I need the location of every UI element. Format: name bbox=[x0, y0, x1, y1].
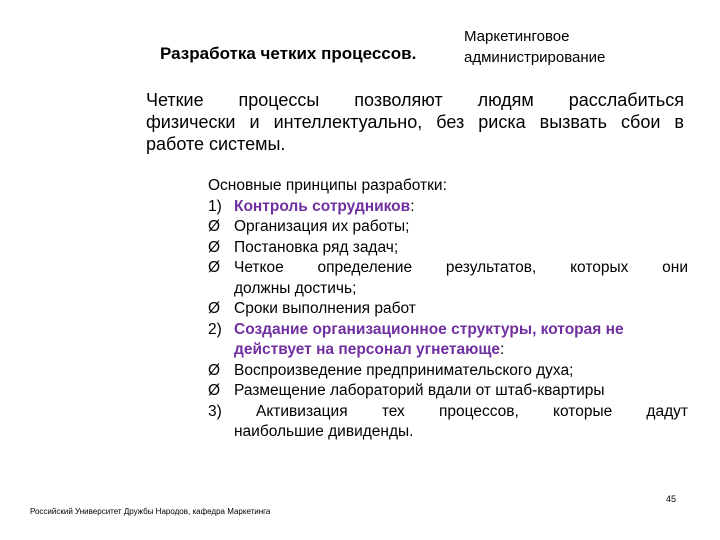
footer-institution: Российский Университет Дружбы Народов, кафедра Маркетинга bbox=[30, 507, 271, 516]
list-item bbox=[208, 320, 688, 341]
list-item-3-continuation: наибольшие дивиденды. bbox=[234, 423, 414, 440]
arrow-bullet-icon: Ø bbox=[208, 218, 221, 235]
page-number: 45 bbox=[666, 494, 677, 504]
subtitle-line: администрирование bbox=[464, 49, 606, 66]
list-item bbox=[208, 197, 688, 218]
item-label: Контроль сотрудников bbox=[234, 197, 411, 215]
item-label-continuation: действует на персонал угнетающе bbox=[234, 341, 501, 358]
intro-line: работе системы. bbox=[146, 134, 286, 154]
intro-paragraph bbox=[146, 89, 684, 155]
item-suffix: : bbox=[410, 197, 415, 215]
list-item bbox=[208, 238, 688, 259]
item-label-mid: , которая не bbox=[532, 320, 624, 338]
arrow-bullet-icon: Ø bbox=[208, 238, 221, 256]
page-title: Разработка четких процессов. bbox=[160, 44, 417, 63]
list-item bbox=[208, 299, 688, 320]
bullet-text-continuation: должны достичь; bbox=[234, 279, 357, 297]
item-number: 1) bbox=[208, 197, 222, 215]
list-item bbox=[208, 381, 688, 402]
bullet-text: Сроки выполнения работ bbox=[234, 300, 416, 317]
principles-heading: Основные принципы разработки: bbox=[208, 177, 447, 194]
arrow-bullet-icon: Ø bbox=[208, 259, 221, 276]
list-item bbox=[208, 361, 688, 382]
list-item bbox=[208, 217, 688, 238]
intro-line: Четкие процессы позволяют людям расслабиться bbox=[146, 90, 684, 110]
bullet-text: Воспроизведение предпринимательского духа; bbox=[234, 361, 574, 379]
subtitle-line: Маркетинговое bbox=[464, 28, 570, 45]
bullet-text: Четкое определение результатов, которых они bbox=[234, 259, 688, 276]
arrow-bullet-icon: Ø bbox=[208, 361, 221, 379]
arrow-bullet-icon: Ø bbox=[208, 300, 221, 317]
bullet-text: Организация их работы; bbox=[234, 218, 410, 235]
list-item-3: 3) Активизация тех процессов, которые дадут bbox=[208, 402, 688, 420]
bullet-text: Постановка ряд задач; bbox=[234, 238, 399, 256]
subtitle bbox=[464, 26, 605, 68]
item-label: Создание организационное структуры bbox=[234, 320, 533, 338]
intro-line: физически и интеллектуально, без риска вызвать сбои в bbox=[146, 112, 684, 132]
arrow-bullet-icon: Ø bbox=[208, 382, 221, 399]
item-number: 2) bbox=[208, 320, 222, 338]
principles-list bbox=[208, 176, 688, 443]
bullet-text: Размещение лабораторий вдали от штаб-квартиры bbox=[234, 382, 605, 399]
item-suffix: : bbox=[500, 341, 505, 358]
list-item bbox=[208, 258, 688, 279]
